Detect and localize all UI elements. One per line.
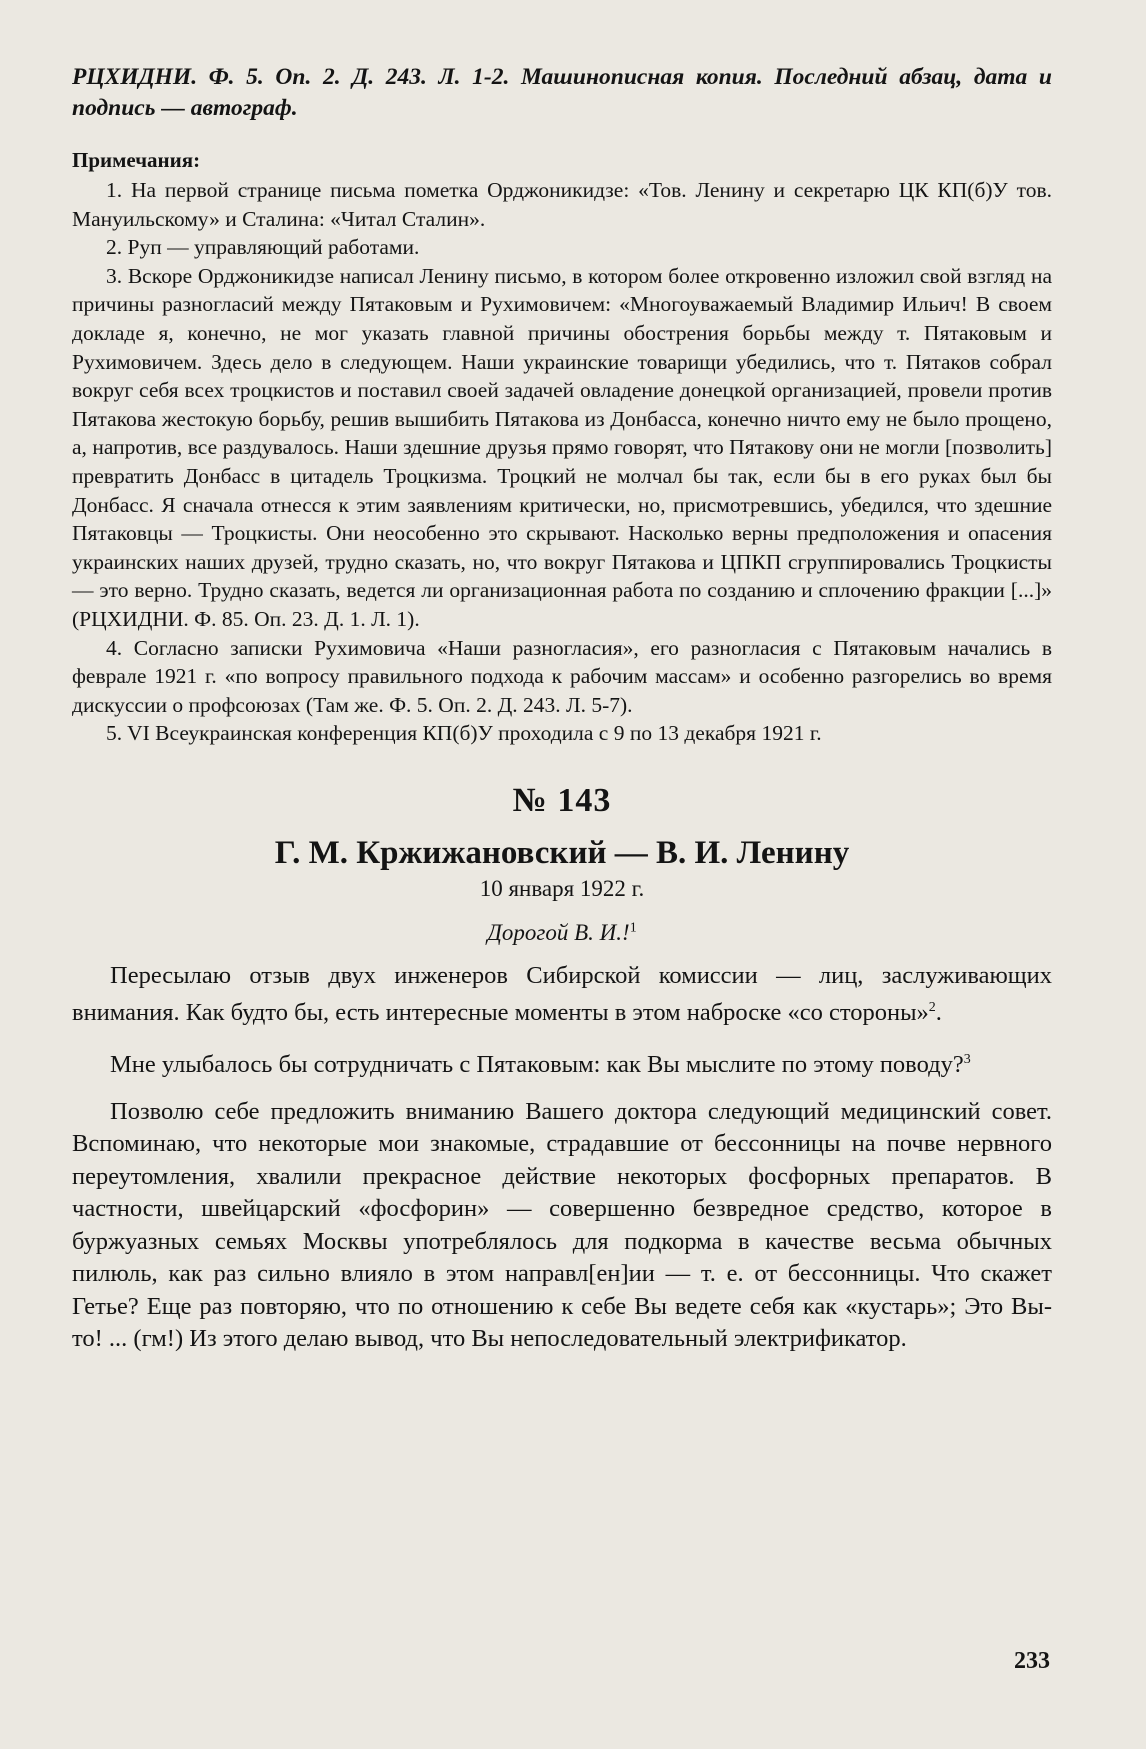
document-number: № 143 [512, 781, 612, 819]
footnote-ref: 2 [928, 1000, 936, 1016]
note-item: 2. Руп — управляющий работами. [106, 235, 420, 260]
salutation [72, 920, 1052, 946]
salutation-text: Дорогой В. И.! [487, 919, 630, 945]
note-item: 3. Вскоре Орджоникидзе написал Ленину письмо, в котором более откровенно изложил свой взгляд на причины разногласий между Пятаковым и Рухимовичем: «Многоуважаемый Владимир Ильич! В своем докладе я, конечно, не мог указать главной причины обострения борьбы между т. Пятаковым и Рухимовичем. Здесь дело в следующем. Наши украинские товарищи убедились, что т. Пятаков собрал вокруг себя всех троцкистов и поставил своей задачей овладение донецкой организацией, провели против Пятакова жестокую борьбу, решив вышибить Пятакова из Донбасса, конечно ничто ему не было прощено, а, напротив, все раздувалось. Наши здешние друзья прямо говорят, что Пятакову они не могли [позволить] превратить Донбасс в цитадель Троцкизма. Троцкий не молчал бы так, если бы в его руках был бы Донбасс. Я сначала отнесся к этим заявлениям критически, но, присмотревшись, убедился, что здешние Пятаковцы — Троцкисты. Они неособенно это скрывают. Насколько верны предположения и опасения украинских наших друзей, трудно сказать, но, что вокруг Пятакова и ЦПКП сгруппировались Троцкисты — это верно. Трудно сказать, ведется ли организационная работа по созданию и сплочению фракции [...]» (РЦХИДНИ. Ф. 85. Оп. 23. Д. 1. Л. 1). [72, 263, 1052, 631]
letter-paragraph [72, 960, 1052, 1030]
document-page [72, 62, 1052, 1370]
letter-paragraph [72, 1096, 1052, 1356]
paragraph-text: Мне улыбалось бы сотрудничать с Пятаковым: как Вы мыслите по этому поводу? [110, 1051, 964, 1079]
paragraph-end: . [935, 999, 942, 1027]
paragraph-text: Пересылаю отзыв двух инженеров Сибирской комиссии — лиц, заслуживающих внимания. Как будто бы, есть интересные моменты в этом наброске «со стороны» [72, 961, 1052, 1027]
note-item: 4. Согласно записки Рухимовича «Наши разногласия», его разногласия с Пятаковым начались в феврале 1921 г. «по вопросу правильного подхода к рабочим массам» и особенно разгорелись во время дискуссии о профсоюзах (Там же. Ф. 5. Оп. 2. Д. 243. Л. 5-7). [72, 635, 1052, 717]
footnote-ref: 3 [963, 1052, 971, 1068]
notes-section [72, 146, 1052, 748]
page-number: 233 [1014, 1648, 1050, 1674]
letter-paragraph [72, 1044, 1052, 1082]
note-item: 1. На первой странице письма пометка Орджоникидзе: «Тов. Ленину и секретарю ЦК КП(б)У тов. Мануильскому» и Сталина: «Читал Сталин». [72, 178, 1052, 231]
document-section [72, 782, 1052, 1356]
document-title: Г. М. Кржижановский — В. И. Ленину [274, 834, 850, 871]
footnote-ref: 1 [629, 920, 637, 936]
notes-heading: Примечания: [72, 148, 201, 172]
note-item: 5. VI Всеукраинская конференция КП(б)У проходила с 9 по 13 декабря 1921 г. [106, 721, 822, 746]
paragraph-text: Позволю себе предложить вниманию Вашего доктора следующий медицинский совет. Вспоминаю, что некоторые мои знакомые, страдавшие от бессонницы на почве нервного переутомления, хвалили прекрасное действие некоторых фосфорных препаратов. В частности, швейцарский «фосфорин» — совершенно безвредное средство, которое в буржуазных семьях Москвы употреблялось для подкорма в качестве весьма обычных пилюль, как раз сильно влияло в этом направл[ен]ии — т. е. от бессонницы. Что скажет Гетье? Еще раз повторяю, что по отношению к себе Вы ведете себя как «кустарь»; Это Вы-то! ... (гм!) Из этого делаю вывод, что Вы непоследовательный электрификатор. [72, 1097, 1052, 1353]
archive-source-note: РЦХИДНИ. Ф. 5. Оп. 2. Д. 243. Л. 1-2. Машинописная копия. Последний абзац, дата и подпись — автограф. [72, 64, 1052, 121]
document-date: 10 января 1922 г. [479, 875, 645, 901]
